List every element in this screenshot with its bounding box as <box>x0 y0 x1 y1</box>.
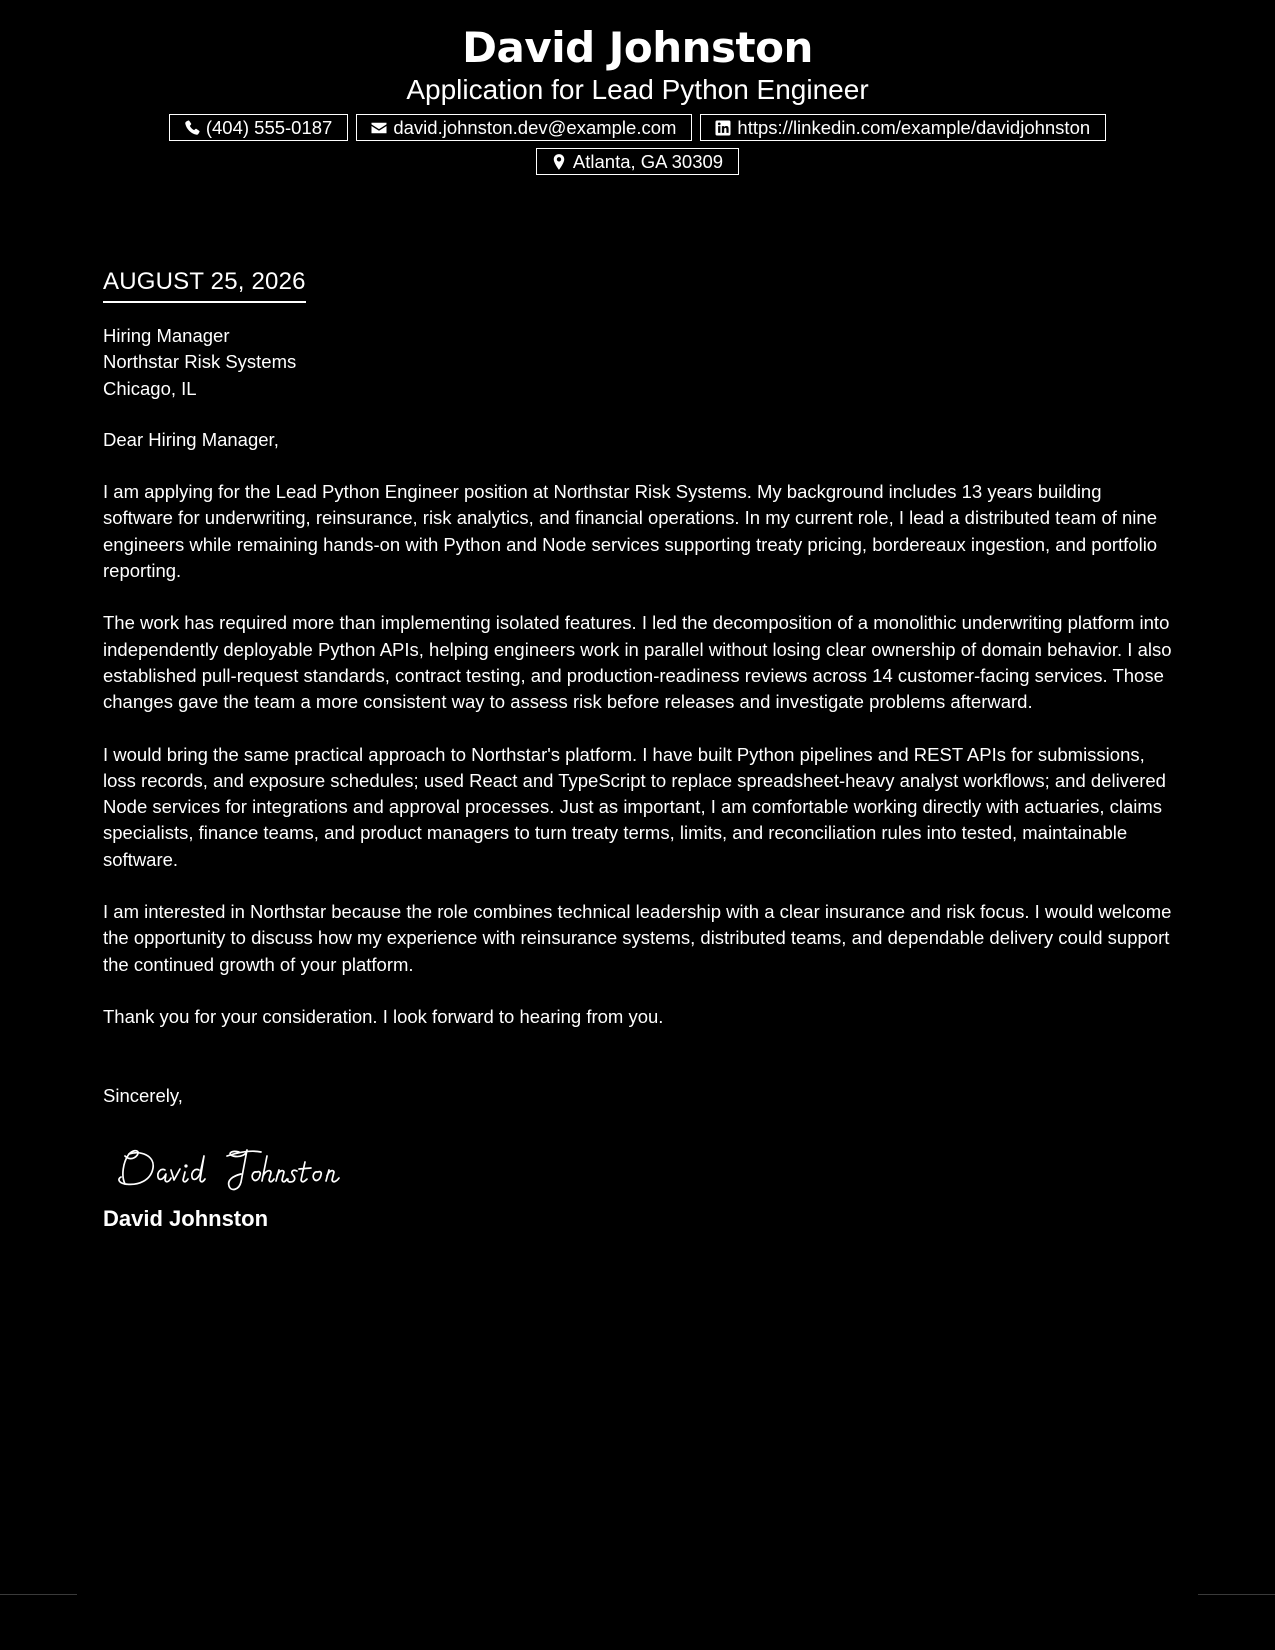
application-title: Application for Lead Python Engineer <box>406 74 869 105</box>
footer-rule-left <box>0 1594 77 1595</box>
linkedin-chip[interactable] <box>700 114 1106 141</box>
closing: Sincerely, <box>103 1085 183 1107</box>
recipient-title: Hiring Manager <box>103 325 230 346</box>
paragraph-interest: I am interested in Northstar because the role combines technical leadership with a clear insurance and risk focus. I would welcome the opportunity to discuss how my experience with reinsurance systems, distributed teams, and dependable delivery could support the continued growth of your platform. <box>103 901 1172 975</box>
signer-name: David Johnston <box>103 1205 269 1231</box>
recipient-company: Northstar Risk Systems <box>103 351 297 373</box>
letter-date: AUGUST 25, 2026 <box>103 266 306 303</box>
email-address: david.johnston.dev@example.com <box>393 116 677 138</box>
paragraph-thanks: Thank you for your consideration. I look forward to hearing from you. <box>103 1005 664 1027</box>
recipient-location: Chicago, IL <box>103 377 197 399</box>
paragraph-experience: The work has required more than implementing isolated features. I led the decomposition of a monolithic underwriting platform into independently deployable Python APIs, helping engineers work in parallel without losing clear ownership of domain behavior. I also established pull-request standards, contract testing, and production-readiness reviews across 14 customer-facing services. Those changes gave the team a more consistent way to assess risk before releases and investigate problems afterward. <box>103 612 1172 713</box>
recipient-block <box>103 323 1173 402</box>
phone-number: (404) 555-0187 <box>205 116 333 138</box>
contact-row-primary <box>0 114 1275 141</box>
handwritten-signature <box>111 1136 1173 1198</box>
paragraph-approach: I would bring the same practical approach to Northstar's platform. I have built Python pipelines and REST APIs for submissions, loss records, and exposure schedules; used React and TypeScript to replace spreadsheet-heavy analyst workflows; and delivered Node services for integrations and approval processes. Just as important, I am comfortable working directly with actuaries, claims specialists, finance teams, and product managers to turn treaty terms, limits, and reconciliation rules into tested, maintainable software. <box>103 743 1166 870</box>
letter-header <box>0 22 1275 175</box>
map-marker-icon <box>550 153 568 171</box>
envelope-icon <box>370 119 388 137</box>
letter-body <box>103 266 1173 1232</box>
email-chip[interactable] <box>356 114 692 141</box>
phone-icon <box>183 119 201 137</box>
linkedin-icon <box>714 119 732 137</box>
location-text: Atlanta, GA 30309 <box>572 150 724 172</box>
phone-chip[interactable] <box>169 114 349 141</box>
applicant-name: David Johnston <box>462 23 813 72</box>
location-chip <box>536 148 739 175</box>
paragraph-intro: I am applying for the Lead Python Engineer position at Northstar Risk Systems. My background includes 13 years building software for underwriting, reinsurance, risk analytics, and financial operations. In my current role, I lead a distributed team of nine engineers while remaining hands-on with Python and Node services supporting treaty pricing, bordereaux ingestion, and portfolio reporting. <box>103 481 1158 582</box>
footer-rule-right <box>1198 1594 1275 1595</box>
linkedin-url: https://linkedin.com/example/davidjohnston <box>737 116 1091 138</box>
contact-row-secondary <box>0 148 1275 175</box>
salutation: Dear Hiring Manager, <box>103 428 279 450</box>
